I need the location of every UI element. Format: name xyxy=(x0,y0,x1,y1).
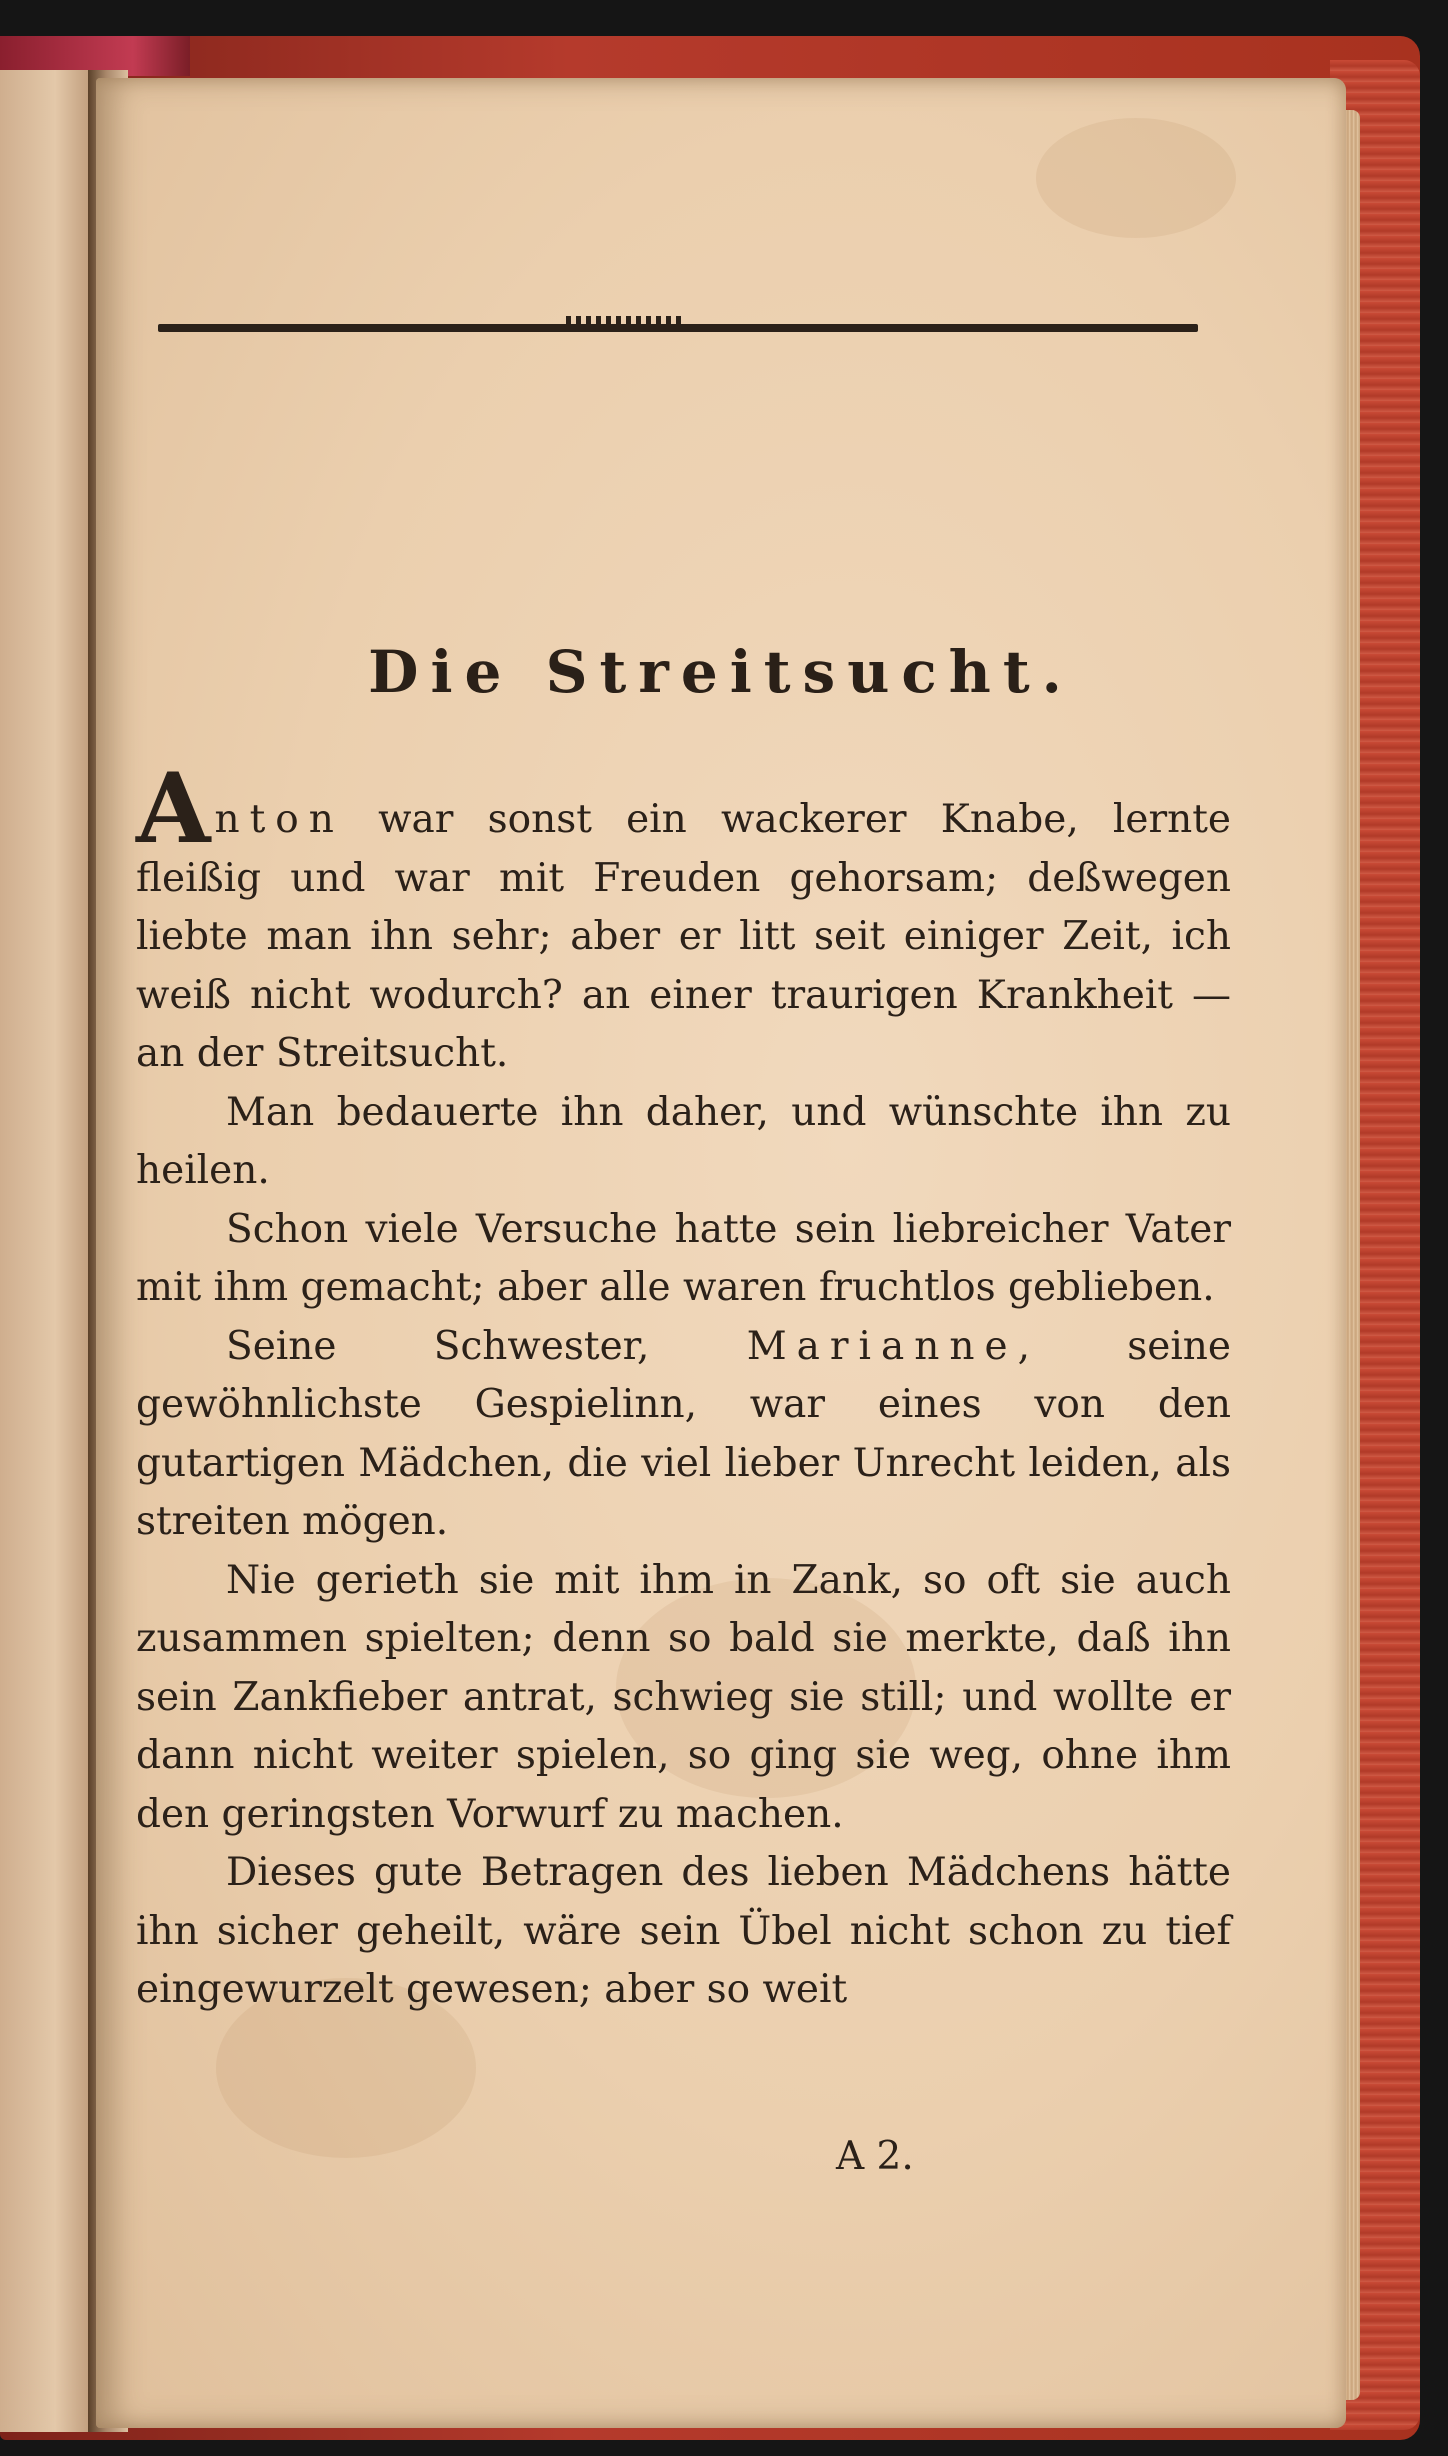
paragraph xyxy=(136,752,1231,1084)
header-rule-ornament xyxy=(566,316,686,330)
book-page xyxy=(96,78,1346,2428)
paragraph: Schon viele Versuche hatte sein liebreicher Vater mit ihm gemacht; aber alle waren fruchtlos geblieben. xyxy=(136,1206,1231,1310)
paragraph xyxy=(136,1318,1231,1552)
chapter-title: Die Streitsucht. xyxy=(368,638,1074,706)
signature-mark: A 2. xyxy=(836,2134,914,2179)
lead-word: nton xyxy=(214,797,344,842)
chapter-text xyxy=(136,752,1231,2020)
paragraph-text: , seine gewöhnlichste Gespielinn, war eines von den gutartigen Mädchen, die viel lieber Unrecht leiden, als streiten mögen. xyxy=(136,1323,1231,1544)
paragraph: Man bedauerte ihn daher, und wünschte ihn zu heilen. xyxy=(136,1089,1231,1193)
paragraph-text: war sonst ein wackerer Knabe, lernte fleißig und war mit Freuden gehorsam; deßwegen liebte man ihn sehr; aber er litt seit einiger Zeit, ich weiß nicht wodurch? an einer traurigen Krankheit — an der Streitsucht. xyxy=(136,797,1231,1076)
character-name: Marianne xyxy=(746,1323,1018,1369)
left-page-edge xyxy=(0,70,94,2432)
paper-stain xyxy=(1036,118,1236,238)
paragraph: Dieses gute Betragen des lieben Mädchens hätte ihn sicher geheilt, wäre sein Übel nicht schon zu tief eingewurzelt gewesen; aber so weit xyxy=(136,1850,1231,2012)
paragraph-text: Seine Schwester, xyxy=(226,1323,747,1369)
paragraph: Nie gerieth sie mit ihm in Zank, so oft sie auch zusammen spielten; denn so bald sie merkte, daß ihn sein Zankfieber antrat, schwieg sie still; und wollte er dann nicht weiter spielen, so ging sie weg, ohne ihm den geringsten Vorwurf zu machen. xyxy=(136,1557,1231,1837)
drop-cap: A xyxy=(136,752,211,865)
